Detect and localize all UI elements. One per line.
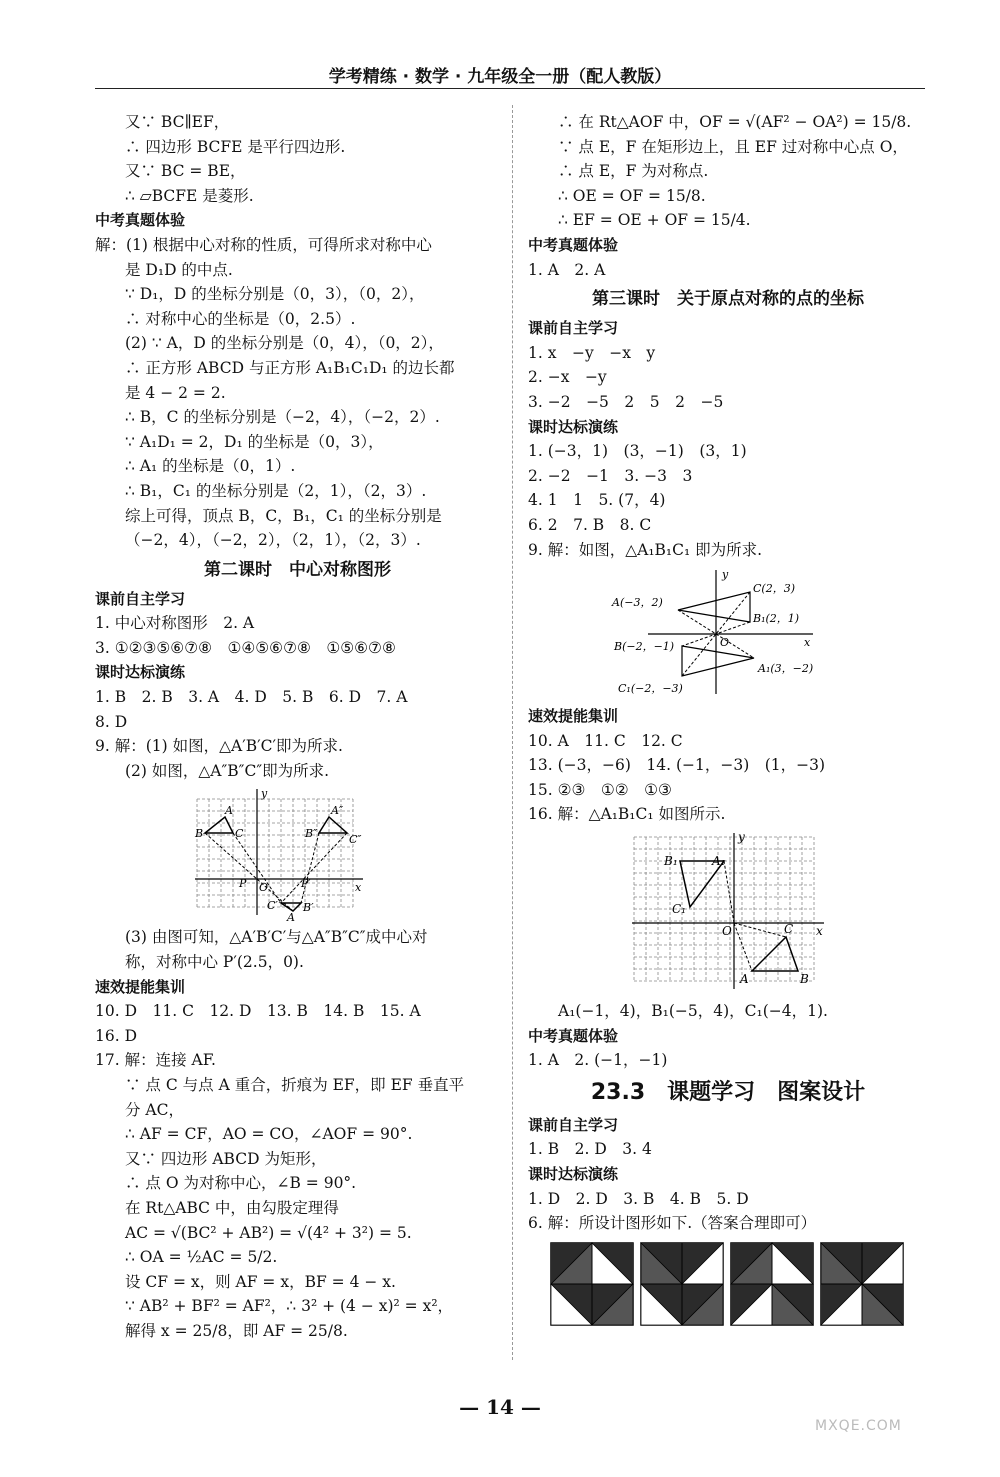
triangle-abc [678,592,750,622]
text-line: 又∵ BC = BE， [125,162,246,181]
figure-origin-symmetry [578,566,818,696]
text-line: 称，对称中心 P′(2.5，0). [125,953,304,972]
text-line: 17. 解：连接 AF. [95,1051,216,1070]
watermark: MXQE.COM [815,1418,902,1434]
figure-rotation-grid [628,831,828,991]
text-line: ∴ 点 O 为对称中心，∠B = 90°. [125,1174,357,1193]
text-line: ∴ OE = OF = 15/8. [558,186,706,205]
label-origin: O [722,924,732,939]
triangle-abc [752,937,798,971]
text-line: ∵ D₁，D 的坐标分别是（0，3），（0，2）， [125,285,425,304]
text-line: 是 D₁D 的中点. [125,260,233,279]
label-y: y [722,568,729,582]
label-a1: A₁(3，−2) [758,662,814,676]
figure-central-symmetry-grid [195,787,395,925]
pattern-design-4 [820,1242,904,1326]
text-line: ∵ AB² + BF² = AF²，∴ 3² + (4 − x)² = x²， [125,1297,454,1316]
text-line: 设 CF = x，则 AF = x，BF = 4 − x. [125,1272,396,1291]
label-x: x [355,881,362,895]
text-line: 6. 2 7. B 8. C [528,515,652,534]
text-line: （−2，4），（−2，2），（2，1），（2，3）. [125,531,421,550]
text-line: 10. A 11. C 12. C [528,731,683,750]
text-line: 16. 解：△A₁B₁C₁ 如图所示. [528,805,726,824]
text-line: 1. 中心对称图形 2. A [95,614,255,633]
text-line: 1. D 2. D 3. B 4. B 5. D [528,1189,749,1208]
right-column [528,110,928,1326]
dashed-link [301,833,319,903]
label-b2: B″ [305,827,318,841]
text-line: AC = √(BC² + AB²) = √(4² + 3²) = 5. [125,1223,412,1242]
label-c: C [784,922,794,937]
label-p2: P′ [301,877,311,891]
chapter-title: 23.3 课题学习 图案设计 [590,1079,866,1105]
section-heading: 中考真题体验 [528,1026,619,1045]
label-c1: C₁(−2，−3) [618,682,683,696]
text-line: ∴ OA = ½AC = 5/2. [125,1248,278,1267]
text-line: ∵ 点 C 与点 A 重合，折痕为 EF，即 EF 垂直平 [125,1076,465,1094]
text-line: 1. B 2. D 3. 4 [528,1140,652,1159]
label-a: A [740,972,749,987]
text-line: ∴ 对称中心的坐标是（0，2.5）. [125,309,356,328]
label-b1: B′ [303,901,314,915]
label-a: A [225,804,233,818]
text-line: 13. (−3，−6) 14. (−1，−3) (1，−3) [528,756,826,775]
text-line: ∵ A₁D₁ = 2，D₁ 的坐标是（0，3）， [125,432,384,451]
section-heading: 课前自主学习 [528,1115,619,1134]
section-heading: 课时达标演练 [528,417,619,436]
text-line: 又∵ BC∥EF， [125,113,230,131]
text-line: ∴ 在 Rt△AOF 中，OF = √(AF² − OA²) = 15/8. [558,113,912,131]
label-c2: C″ [349,833,362,847]
label-a1: A [287,911,295,925]
text-line: 是 4 − 2 = 2. [125,383,226,402]
text-line: ∴ A₁ 的坐标是（0，1）. [125,457,296,476]
lesson-title: 第二课时 中心对称图形 [204,559,391,580]
section-heading: 课前自主学习 [95,589,186,608]
label-a1: A₁ [712,854,726,869]
text-line: ∵ 点 E，F 在矩形边上，且 EF 过对称中心点 O， [558,137,908,156]
fig2-figure [578,566,928,700]
text-line: ∴ B₁，C₁ 的坐标分别是（2，1），（2，3）. [125,481,427,500]
label-origin: O [720,636,730,650]
text-line: ∴ B，C 的坐标分别是（−2，4），（−2，2）. [125,408,440,427]
dashed-link [734,923,752,971]
section-heading: 中考真题体验 [95,211,186,230]
text-line: A₁(−1，4)，B₁(−5，4)，C₁(−4，1). [558,1002,828,1021]
label-origin: O [259,881,269,895]
dashed-link [281,833,347,903]
text-line: 在 Rt△ABC 中，由勾股定理得 [125,1198,339,1217]
text-line: (2) 如图，△A″B″C″即为所求. [125,761,330,780]
label-y: y [261,787,268,801]
text-line: ∴ 正方形 ABCD 与正方形 A₁B₁C₁D₁ 的边长都 [125,358,455,377]
label-a2: A″ [331,804,344,818]
text-line: 1. (−3，1) (3，−1) (3，1) [528,442,747,461]
label-p: P [239,877,247,891]
label-c: C(2，3) [753,582,795,596]
text-line: ∴ 四边形 BCFE 是平行四边形. [125,137,346,156]
lesson-title: 第三课时 关于原点对称的点的坐标 [592,289,864,310]
left-column [95,110,500,1344]
label-c1: C₁ [672,902,686,917]
pattern-design-1 [550,1242,634,1326]
fig1-figure [195,787,500,925]
label-b1: B₁(2，1) [753,612,800,626]
label-c: C [235,827,244,841]
text-line: ∴ EF = OE + OF = 15/4. [558,211,751,230]
text-line: 16. D [95,1026,138,1045]
text-line: 3. −2 −5 2 5 2 −5 [528,392,724,411]
text-line: (3) 由图可知，△A′B′C′与△A″B″C″成中心对 [125,928,428,947]
pattern-design-3 [730,1242,814,1326]
section-heading: 速效提能集训 [528,707,619,726]
label-x: x [804,636,811,650]
text-line: 2. −2 −1 3. −3 3 [528,466,693,485]
section-heading: 课时达标演练 [528,1165,619,1184]
text-line: 又∵ 四边形 ABCD 为矩形， [125,1149,327,1168]
text-line: 1. B 2. B 3. A 4. D 5. B 6. D 7. A [95,688,408,707]
text-line: (2) ∵ A，D 的坐标分别是（0，4），（0，2）， [125,334,444,353]
text-line: 分 AC， [125,1100,184,1119]
text-line: ∴ AF = CF，AO = CO，∠AOF = 90°. [125,1125,413,1144]
page-number: — 14 — [459,1395,541,1419]
pattern-designs [550,1242,928,1326]
label-b: B(−2，−1) [614,640,675,654]
text-line: 1. x −y −x y [528,343,656,362]
label-x: x [816,924,823,939]
text-line: 9. 解：(1) 如图，△A′B′C′即为所求. [95,737,343,756]
text-line: 10. D 11. C 12. D 13. B 14. B 15. A [95,1002,421,1021]
label-c1: C′ [267,899,278,913]
label-b: B [195,827,204,841]
label-a: A(−3，2) [612,596,663,610]
text-line: 15. ②③ ①② ①③ [528,780,672,799]
text-line: 3. ①②③⑤⑥⑦⑧ ①④⑤⑥⑦⑧ ①⑤⑥⑦⑧ [95,638,396,657]
page-header: 学考精练 · 数学 · 九年级全一册（配人教版） [328,67,672,87]
text-line: 解：(1) 根据中心对称的性质，可得所求对称中心 [95,235,432,254]
section-heading: 中考真题体验 [528,235,619,254]
dashed-link [205,833,293,911]
text-line: 9. 解：如图，△A₁B₁C₁ 即为所求. [528,540,763,559]
dashed-link [724,861,734,923]
triangle-a1b1c1 [682,646,754,676]
text-line: 8. D [95,712,128,731]
label-b: B [800,972,809,987]
text-line: ∴ ▱BCFE 是菱形. [125,186,254,205]
text-line: 2. −x −y [528,368,607,387]
header-rule [95,88,925,89]
section-heading: 课时达标演练 [95,663,186,682]
text-line: 1. A 2. (−1，−1) [528,1051,668,1070]
text-line: 综上可得，顶点 B，C，B₁，C₁ 的坐标分别是 [125,506,442,525]
text-line: 解得 x = 25/8，即 AF = 25/8. [125,1321,348,1340]
column-divider [512,105,513,1360]
text-line: 4. 1 1 5. (7，4) [528,491,666,510]
pattern-design-2 [640,1242,724,1326]
text-line: 1. A 2. A [528,260,606,279]
text-line: 6. 解：所设计图形如下.（答案合理即可） [528,1214,817,1233]
label-b1: B₁ [664,854,678,869]
text-line: ∴ 点 E，F 为对称点. [558,162,709,181]
section-heading: 速效提能集训 [95,977,186,996]
section-heading: 课前自主学习 [528,319,619,338]
triangle-a2b2c2 [319,817,347,833]
label-y: y [738,830,745,845]
fig3-figure [628,831,928,995]
